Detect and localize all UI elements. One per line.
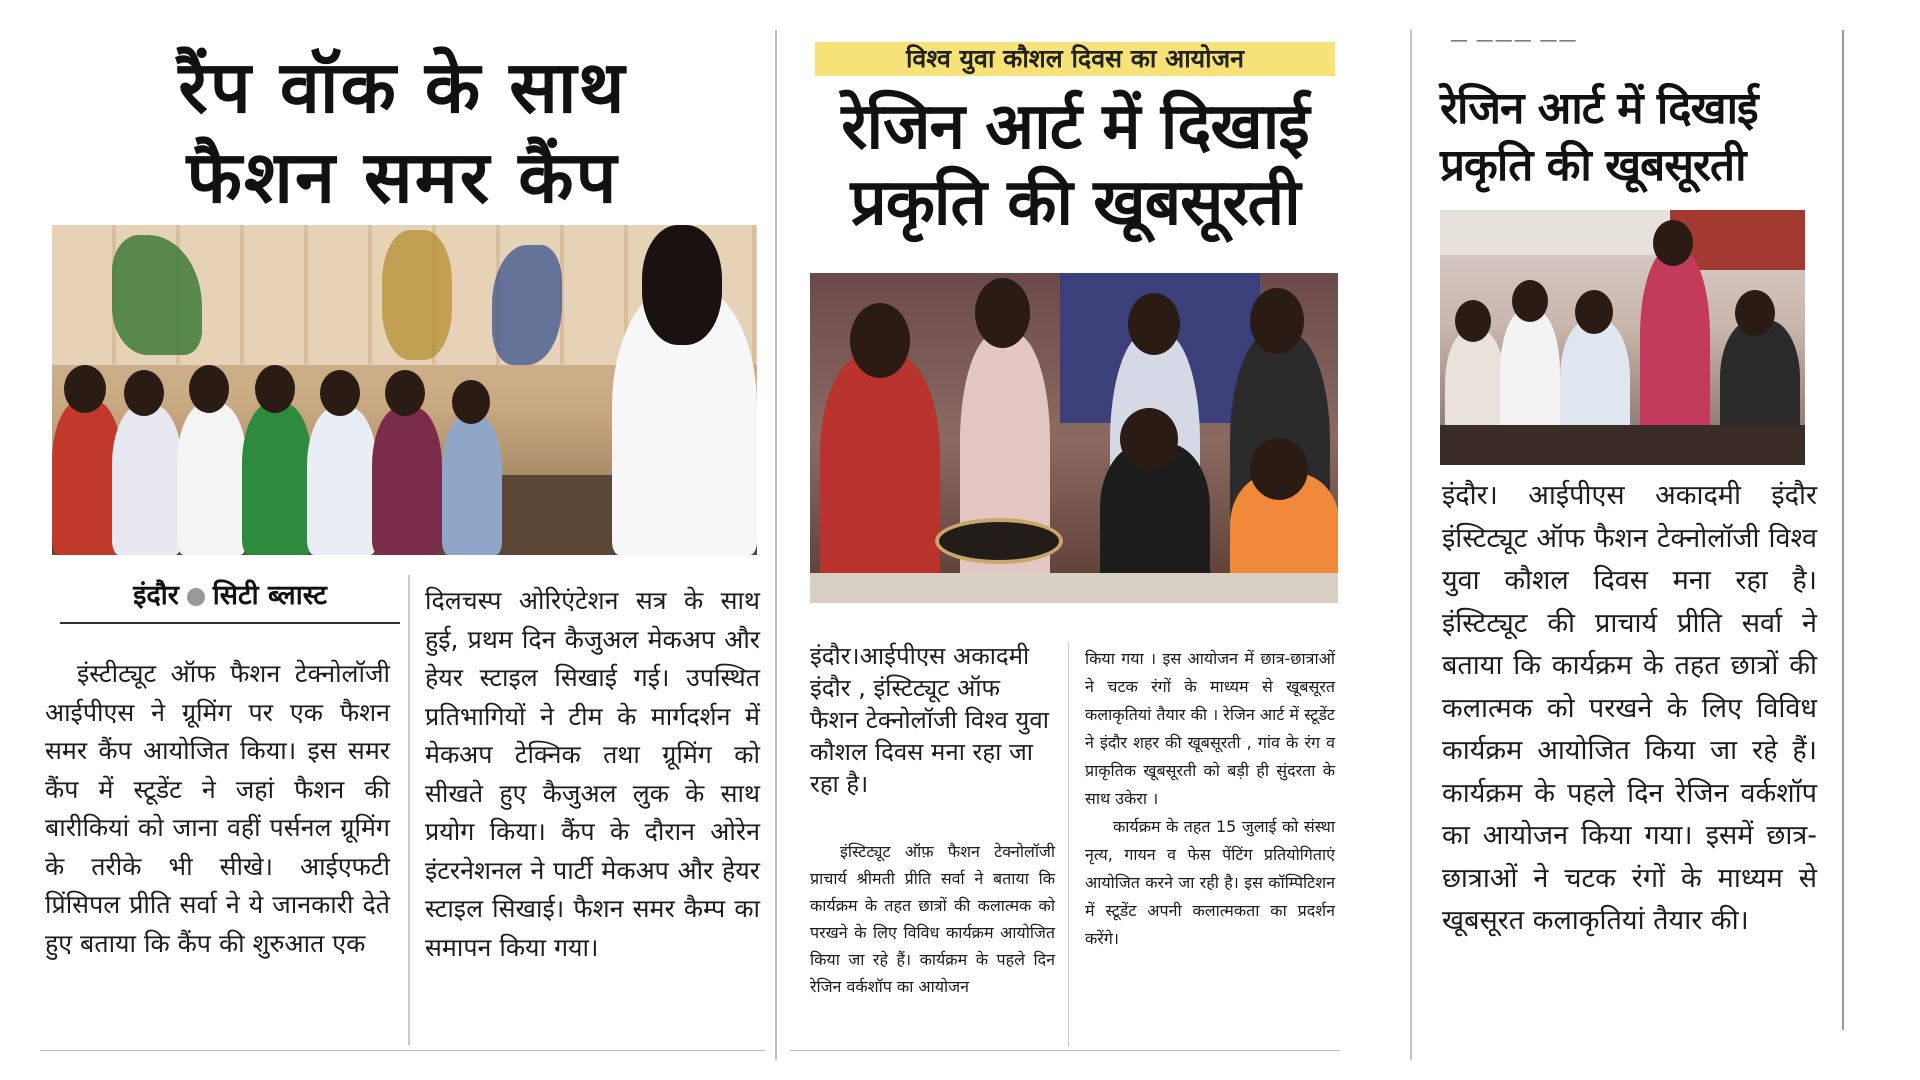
newspaper-clipping-3	[1430, 30, 1850, 1040]
article-column-1: इंस्टिट्यूट ऑफ़ फैशन टेक्नोलॉजी प्राचार्य श्रीमती प्रीति सर्वा ने बताया कि कार्यक्रम के तहत छात्रों की कलात्मक को परखने के लिए विविध कार्यक्रम आयोजित किया जा रहे हैं। कार्यक्रम के पहले दिन रेजिन वर्कशॉप का आयोजन	[810, 842, 1055, 996]
paragraph: किया गया । इस आयोजन में छात्र-छात्राओं ने चटक रंगों के माध्यम से खूबसूरत कलाकृतियां तैयार की । रेजिन आर्ट में स्टूडेंट ने इंदौर शहर की खूबसूरती , गांव के रंग व प्राकृतिक खूबसूरती को बड़ी ही सुंदरता के साथ उकेरा ।	[1085, 649, 1335, 808]
headline-line-1: रेजिन आर्ट में दिखाई	[841, 90, 1309, 164]
article-lead: इंदौर।आईपीएस अकादमी इंदौर , इंस्टिट्यूट ऑफ फैशन टेक्नोलॉजी विश्व युवा कौशल दिवस मना रहा जा रहा है।	[810, 642, 1049, 798]
kicker: विश्व युवा कौशल दिवस का आयोजन	[815, 42, 1335, 76]
headline-line-2: प्रकृति की खूबसूरती	[1440, 140, 1746, 192]
column-divider	[408, 575, 410, 1045]
headline	[810, 90, 1340, 241]
cut-off-text: — ——— ——	[1450, 30, 1578, 51]
column-divider	[1068, 642, 1069, 1047]
newspaper-clipping-1	[40, 30, 765, 1060]
bullet-icon	[187, 588, 205, 606]
bottom-rule	[40, 1050, 765, 1051]
article-column-2: दिलचस्प ओरिएंटेशन सत्र के साथ हुई, प्रथम दिन कैजुअल मेकअप और हेयर स्टाइल सिखाई गई। उपस्थित प्रतिभागियों ने टीम के मार्गदर्शन में मेकअप टेक्निक तथा ग्रूमिंग को सीखते हुए कैजुअल लुक के साथ प्रयोग किया। कैंप के दौरान ओरेन इंटरनेशनल ने पार्टी मेकअप और हेयर स्टाइल सिखाई। फैशन समर कैम्प का समापन किया गया।	[425, 586, 760, 962]
byline-source: सिटी ब्लास्ट	[212, 580, 327, 611]
paragraph: कार्यक्रम के तहत 15 जुलाई को संस्था नृत्य, गायन व फेस पेंटिंग प्रतियोगिताएं आयोजित करने जा रही है। इस कॉम्पिटिशन में स्टूडेंट अपनी कलात्मकता का प्रदर्शन करेंगे।	[1085, 817, 1335, 948]
headline-line-1: रेजिन आर्ट में दिखाई	[1440, 83, 1758, 134]
page-divider	[775, 30, 777, 1060]
column-edge	[1842, 30, 1844, 1030]
page-divider	[1410, 30, 1412, 1060]
bottom-rule	[790, 1050, 1340, 1051]
event-photo	[52, 225, 757, 555]
article-column-1: इंस्टीट्यूट ऑफ फैशन टेक्नोलॉजी आईपीएस ने ग्रूमिंग पर एक फैशन समर कैंप आयोजित किया। इस समर कैंप में स्टूडेंट ने जहां फैशन की बारीकियां को जाना वहीं पर्सनल ग्रूमिंग के तरीके भी सीखे। आईएफटी प्रिंसिपल प्रीति सर्वा ने ये जानकारी देते हुए बताया कि कैंप की शुरुआत एक	[45, 659, 390, 958]
headline	[1440, 80, 1840, 194]
headline-line-1: रैंप वॉक के साथ	[178, 45, 627, 129]
article-body: इंदौर। आईपीएस अकादमी इंदौर इंस्टिट्यूट ऑफ फैशन टेक्नोलॉजी विश्व युवा कौशल दिवस मना रहा है। इंस्टिट्यूट की प्राचार्य प्रीति सर्वा ने बताया कि कार्यक्रम के तहत छात्रों की कलात्मक को परखने के लिए विविध कार्यक्रम आयोजित किया जा रहे हैं। कार्यक्रम के पहले दिन रेजिन वर्कशॉप का आयोजन किया गया। इसमें छात्र-छात्राओं ने चटक रंगों के माध्यम से खूबसूरत कलाकृतियां तैयार की।	[1442, 480, 1817, 936]
headline-line-2: फैशन समर कैंप	[186, 135, 619, 219]
article-column-2	[1085, 645, 1335, 953]
byline	[60, 575, 400, 624]
byline-place: इंदौर	[133, 580, 179, 611]
workshop-photo	[810, 273, 1338, 603]
headline	[40, 42, 765, 222]
workshop-photo	[1440, 210, 1805, 465]
newspaper-clipping-2	[790, 30, 1350, 1060]
headline-line-2: प्रकृति की खूबसूरती	[850, 165, 1300, 240]
